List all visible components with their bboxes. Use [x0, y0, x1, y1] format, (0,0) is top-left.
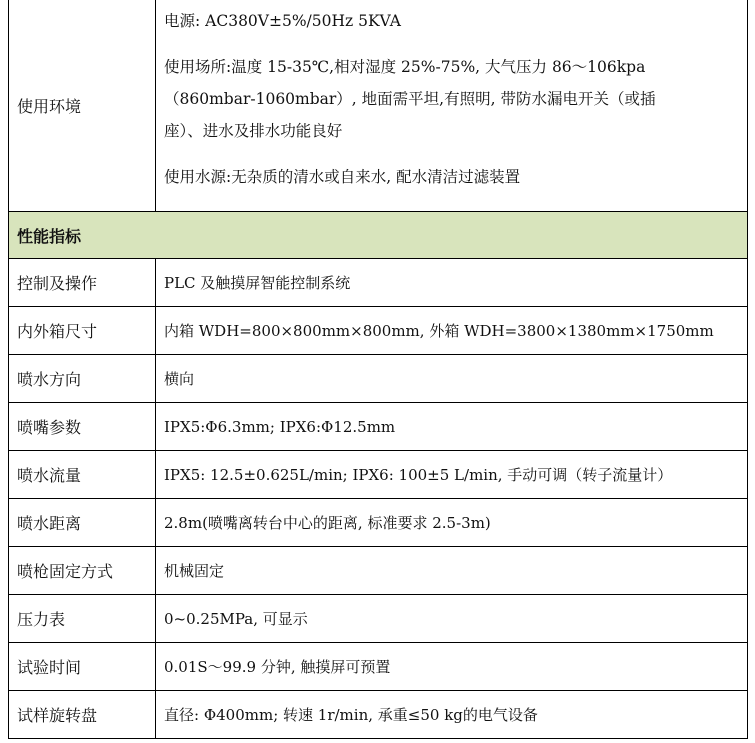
- row-value: PLC 及触摸屏智能控制系统: [156, 259, 748, 307]
- row-value: 机械固定: [156, 547, 748, 595]
- table-row: [9, 307, 748, 355]
- environment-value: [156, 0, 748, 212]
- row-value: 2.8m(喷嘴离转台中心的距离, 标准要求 2.5-3m): [156, 499, 748, 547]
- row-label: 喷嘴参数: [9, 403, 156, 451]
- environment-label: 使用环境: [9, 0, 156, 212]
- spec-table: [8, 0, 748, 739]
- row-value: 0~0.25MPa, 可显示: [156, 595, 748, 643]
- row-value: 横向: [156, 355, 748, 403]
- row-label: 控制及操作: [9, 259, 156, 307]
- row-label: 喷水方向: [9, 355, 156, 403]
- row-label: 喷水距离: [9, 499, 156, 547]
- table-row: [9, 451, 748, 499]
- table-row: [9, 403, 748, 451]
- table-row: [9, 691, 748, 739]
- site-spec-line-3: 座）、进水及排水功能良好: [164, 122, 343, 140]
- table-row: [9, 595, 748, 643]
- row-value: 内箱 WDH=800×800mm×800mm, 外箱 WDH=3800×1380mm×1750mm: [156, 307, 748, 355]
- row-value: 直径: Φ400mm; 转速 1r/min, 承重≤50 kg的电气设备: [156, 691, 748, 739]
- row-value: IPX5:Φ6.3mm; IPX6:Φ12.5mm: [156, 403, 748, 451]
- site-spec-line-1: 使用场所:温度 15-35℃,相对湿度 25%-75%, 大气压力 86～106kpa: [164, 58, 646, 76]
- power-spec: 电源: AC380V±5%/50Hz 5KVA: [164, 12, 401, 30]
- table-row: [9, 547, 748, 595]
- row-label: 喷枪固定方式: [9, 547, 156, 595]
- table-row: [9, 259, 748, 307]
- water-spec: 使用水源:无杂质的清水或自来水, 配水清洁过滤装置: [164, 168, 521, 186]
- environment-row: [9, 0, 748, 212]
- row-label: 内外箱尺寸: [9, 307, 156, 355]
- row-label: 压力表: [9, 595, 156, 643]
- table-row: [9, 355, 748, 403]
- table-row: [9, 499, 748, 547]
- site-spec-line-2: （860mbar-1060mbar）, 地面需平坦,有照明, 带防水漏电开关（或插: [164, 90, 656, 108]
- table-row: [9, 643, 748, 691]
- section-title: 性能指标: [9, 212, 748, 259]
- section-header-row: [9, 212, 748, 259]
- row-label: 试样旋转盘: [9, 691, 156, 739]
- row-label: 喷水流量: [9, 451, 156, 499]
- row-value: IPX5: 12.5±0.625L/min; IPX6: 100±5 L/min, 手动可调（转子流量计）: [156, 451, 748, 499]
- row-label: 试验时间: [9, 643, 156, 691]
- row-value: 0.01S～99.9 分钟, 触摸屏可预置: [156, 643, 748, 691]
